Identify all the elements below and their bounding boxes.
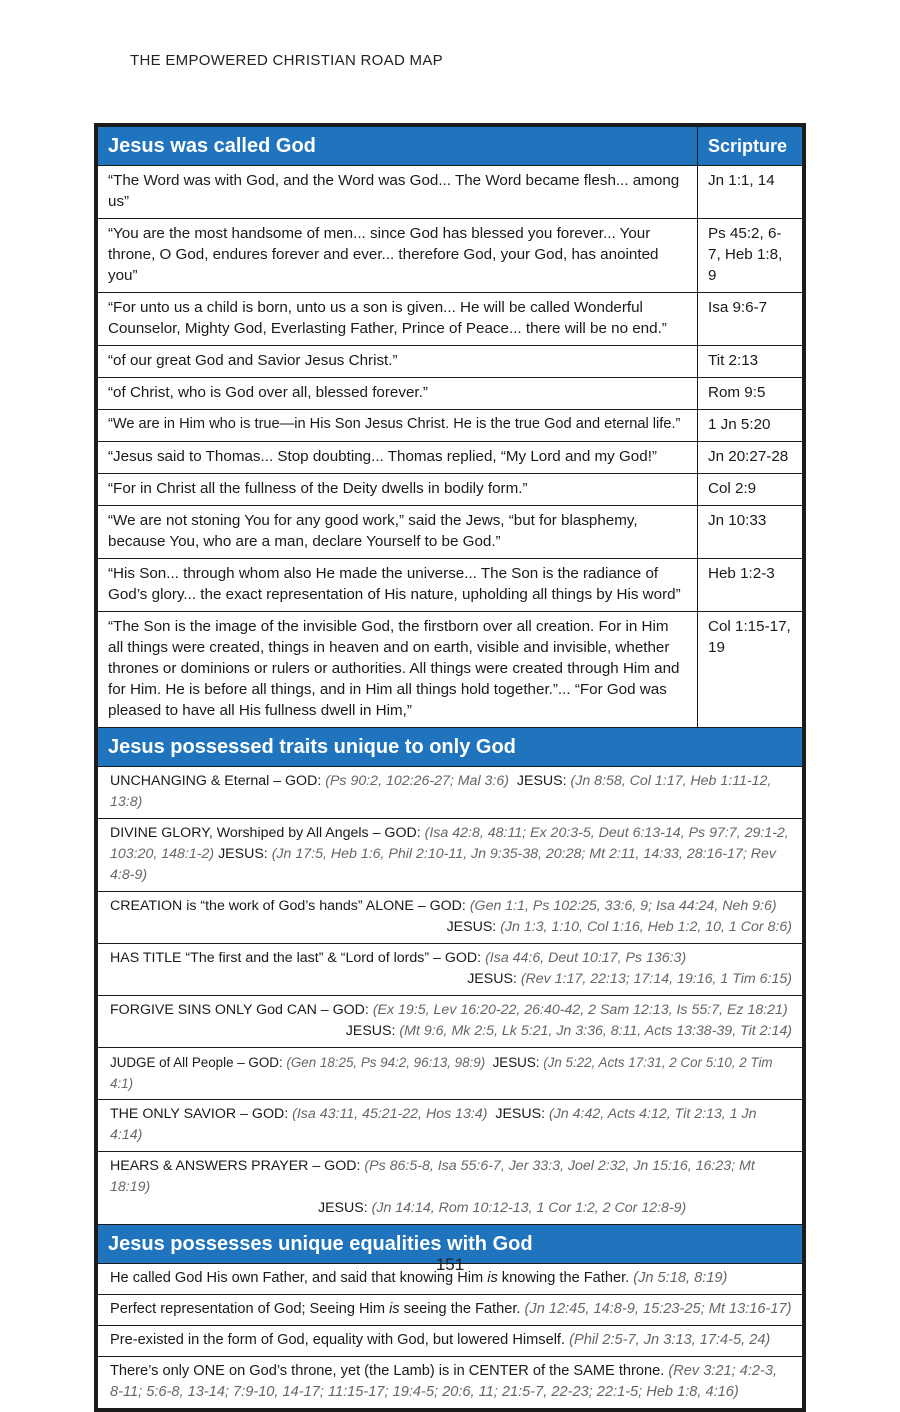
trait-cell [98, 996, 803, 1048]
equality-cell [98, 1295, 803, 1326]
page-number: 151 [435, 1255, 465, 1274]
jesus-line [110, 1021, 792, 1042]
reference-cell: Col 2:9 [698, 474, 803, 506]
equality-cell [98, 1357, 803, 1409]
god-references: (Isa 42:8, 48:11; Ex 20:3-5, Deut 6:13-14, Ps 97:7, 29:1-2, 103:20, 148:1-2) [110, 825, 789, 862]
trait-text: DIVINE GLORY, Worshiped by All Angels – GOD: [110, 825, 425, 841]
equality-text: There’s only ONE on God’s throne, yet (the Lamb) is in CENTER of the SAME throne. [110, 1363, 669, 1379]
reference-cell: Jn 1:1, 14 [698, 166, 803, 219]
god-references: (Isa 43:11, 45:21-22, Hos 13:4) [292, 1106, 488, 1122]
table-row [98, 944, 803, 996]
reference-cell: Jn 20:27-28 [698, 442, 803, 474]
equality-cell [98, 1326, 803, 1357]
quote-cell: “His Son... through whom also He made the universe... The Son is the radiance of God’s glory... the exact representation of His nature, upholding all things by His word” [98, 559, 698, 612]
god-references: (Ps 90:2, 102:26-27; Mal 3:6) [325, 773, 509, 789]
table-row [98, 1295, 803, 1326]
table-row [98, 819, 803, 892]
jesus-line [110, 1198, 792, 1219]
quote-cell: “For unto us a child is born, unto us a son is given... He will be called Wonderful Counselor, Mighty God, Everlasting Father, Prince of Peace... there will be no end.” [98, 293, 698, 346]
table-row [98, 506, 803, 559]
trait-text: JUDGE of All People – GOD: [110, 1055, 287, 1070]
trait-cell [98, 1152, 803, 1225]
jesus-references: (Jn 8:58, Col 1:17, Heb 1:11-12, 13:8) [110, 773, 772, 810]
emphasis: is [389, 1301, 400, 1317]
equality-text: Perfect representation of God; Seeing Him [110, 1301, 390, 1317]
reference-cell: Ps 45:2, 6-7, Heb 1:8, 9 [698, 219, 803, 293]
god-references: (Ex 19:5, Lev 16:20-22, 26:40-42, 2 Sam 12:13, Is 55:7, Ez 18:21) [372, 1002, 788, 1018]
table-row [98, 1326, 803, 1357]
trait-text: HAS TITLE “The first and the last” & “Lord of lords” – GOD: [110, 950, 486, 966]
quote-cell: “of Christ, who is God over all, blessed forever.” [98, 378, 698, 410]
quote-cell: “For in Christ all the fullness of the Deity dwells in bodily form.” [98, 474, 698, 506]
trait-cell [98, 819, 803, 892]
equality-text-end: knowing the Father. [497, 1270, 634, 1286]
running-head: THE EMPOWERED CHRISTIAN ROAD MAP [130, 52, 443, 69]
quote-cell: “We are in Him who is true—in His Son Jesus Christ. He is the true God and eternal life.” [98, 410, 698, 442]
quote-cell: “of our great God and Savior Jesus Christ.” [98, 346, 698, 378]
references: (Jn 5:18, 8:19) [633, 1270, 728, 1286]
table-row [98, 442, 803, 474]
table-row [98, 1048, 803, 1100]
reference-cell: 1 Jn 5:20 [698, 410, 803, 442]
section-title: Jesus possessed traits unique to only God [98, 728, 803, 767]
table-row [98, 1357, 803, 1409]
equality-text: Pre-existed in the form of God, equality with God, but lowered Himself. [110, 1332, 570, 1348]
table-row [98, 1100, 803, 1152]
trait-cell [98, 944, 803, 996]
jesus-references: (Jn 4:42, Acts 4:12, Tit 2:13, 1 Jn 4:14) [110, 1106, 757, 1143]
trait-text: CREATION is “the work of God’s hands” ALONE – GOD: [110, 898, 470, 914]
jesus-references: (Jn 14:14, Rom 10:12-13, 1 Cor 1:2, 2 Cor 12:8-9) [371, 1200, 687, 1216]
god-references: (Gen 1:1, Ps 102:25, 33:6, 9; Isa 44:24, Neh 9:6) [469, 898, 777, 914]
reference-cell: Heb 1:2-3 [698, 559, 803, 612]
jesus-label: JESUS: [218, 846, 272, 862]
references: (Jn 12:45, 14:8-9, 15:23-25; Mt 13:16-17) [524, 1301, 792, 1317]
table-row [98, 892, 803, 944]
jesus-label: JESUS: [446, 919, 501, 935]
table-row [98, 293, 803, 346]
jesus-references: (Mt 9:6, Mk 2:5, Lk 5:21, Jn 3:36, 8:11, Acts 13:38-39, Tit 2:14) [399, 1023, 792, 1039]
section-title: Jesus was called God [98, 127, 698, 166]
references: (Phil 2:5-7, Jn 3:13, 17:4-5, 24) [569, 1332, 771, 1348]
table-row [98, 1152, 803, 1225]
god-references: (Isa 44:6, Deut 10:17, Ps 136:3) [485, 950, 687, 966]
table-row [98, 767, 803, 819]
god-references: (Gen 18:25, Ps 94:2, 96:13, 98:9) [286, 1055, 486, 1070]
trait-cell [98, 767, 803, 819]
table-row [98, 474, 803, 506]
reference-cell: Isa 9:6-7 [698, 293, 803, 346]
reference-cell: Tit 2:13 [698, 346, 803, 378]
section-title: Jesus possesses unique equalities with God [98, 1225, 803, 1264]
table-row [98, 378, 803, 410]
god-references: (Ps 86:5-8, Isa 55:6-7, Jer 33:3, Joel 2:32, Jn 15:16, 16:23; Mt 18:19) [110, 1158, 755, 1195]
jesus-references: (Jn 5:22, Acts 17:31, 2 Cor 5:10, 2 Tim 4:1) [110, 1055, 773, 1091]
table-row [98, 346, 803, 378]
jesus-line [110, 969, 792, 990]
section-header-traits [98, 728, 803, 767]
jesus-line [110, 917, 792, 938]
quote-cell: “You are the most handsome of men... since God has blessed you forever... Your throne, O God, endures forever and ever... therefore God, your God, has anointed you” [98, 219, 698, 293]
trait-text: UNCHANGING & Eternal – GOD: [110, 773, 326, 789]
table-row [98, 166, 803, 219]
table-row [98, 410, 803, 442]
jesus-label: JESUS: [495, 1106, 549, 1122]
jesus-references: (Rev 1:17, 22:13; 17:14, 19:16, 1 Tim 6:15) [520, 971, 792, 987]
table-row [98, 996, 803, 1048]
jesus-label: JESUS: [318, 1200, 372, 1216]
equality-text-end: seeing the Father. [399, 1301, 525, 1317]
trait-text: THE ONLY SAVIOR – GOD: [110, 1106, 293, 1122]
jesus-label: JESUS: [467, 971, 521, 987]
equality-text: He called God His own Father, and said that knowing Him [110, 1270, 488, 1286]
reference-cell: Jn 10:33 [698, 506, 803, 559]
trait-cell [98, 1100, 803, 1152]
references: (Rev 3:21; 4:2-3, 8-11; 5:6-8, 13-14; 7:9-10, 14-17; 11:15-17; 19:4-5; 20:6, 11; 21:5-7, 22-23; 22:1-5; Heb 1:8, 4:16) [110, 1363, 778, 1400]
emphasis: is [487, 1270, 498, 1286]
jesus-label: JESUS: [492, 1055, 544, 1070]
jesus-references: (Jn 1:3, 1:10, Col 1:16, Heb 1:2, 10, 1 Cor 8:6) [500, 919, 792, 935]
quote-cell: “Jesus said to Thomas... Stop doubting... Thomas replied, “My Lord and my God!” [98, 442, 698, 474]
trait-cell [98, 1048, 803, 1100]
table-row [98, 559, 803, 612]
quote-cell: “We are not stoning You for any good work,” said the Jews, “but for blasphemy, because You, who are a man, declare Yourself to be God.” [98, 506, 698, 559]
trait-cell [98, 892, 803, 944]
trait-text: HEARS & ANSWERS PRAYER – GOD: [110, 1158, 365, 1174]
table-row [98, 219, 803, 293]
jesus-label: JESUS: [516, 773, 571, 789]
scripture-table [94, 123, 806, 1412]
scripture-column-header: Scripture [698, 127, 803, 166]
reference-cell: Rom 9:5 [698, 378, 803, 410]
quote-cell: “The Son is the image of the invisible God, the firstborn over all creation. For in Him all things were created, things in heaven and on earth, visible and invisible, whether thrones or dominions or rulers or authorities. All things were created through Him and for Him. He is before all things, and in Him all things hold together.”... “For God was pleased to have all His fullness dwell in Him,” [98, 612, 698, 728]
reference-cell: Col 1:15-17, 19 [698, 612, 803, 728]
table-row [98, 612, 803, 728]
section-header-called-god [98, 127, 803, 166]
quote-cell: “The Word was with God, and the Word was God... The Word became flesh... among us” [98, 166, 698, 219]
jesus-references: (Jn 17:5, Heb 1:6, Phil 2:10-11, Jn 9:35-38, 20:28; Mt 2:11, 14:33, 28:16-17; Rev 4:8-9) [110, 846, 776, 883]
trait-text: FORGIVE SINS ONLY God CAN – GOD: [110, 1002, 373, 1018]
jesus-label: JESUS: [345, 1023, 400, 1039]
